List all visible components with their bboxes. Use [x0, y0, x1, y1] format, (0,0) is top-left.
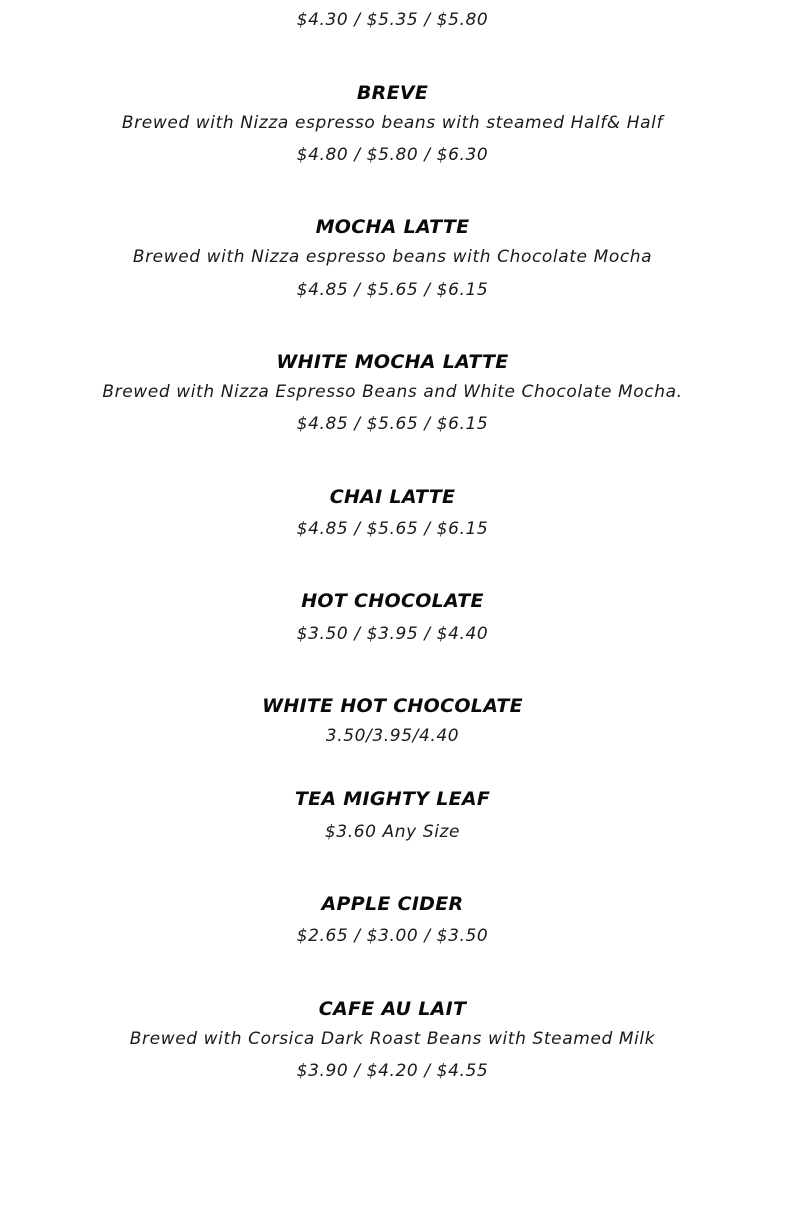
item-price-mocha-latte: $4.85 / $5.65 / $6.15 — [296, 280, 489, 300]
item-price-breve: $4.80 / $5.80 / $6.30 — [296, 145, 489, 165]
top-price: $4.30 / $5.35 / $5.80 — [296, 10, 489, 30]
item-description-white-mocha-latte: Brewed with Nizza Espresso Beans and White Chocolate Mocha. — [102, 382, 683, 402]
item-description-cafe-au-lait: Brewed with Corsica Dark Roast Beans with Steamed Milk — [129, 1029, 656, 1049]
item-price-chai-latte: $4.85 / $5.65 / $6.15 — [296, 519, 489, 539]
item-price-apple-cider: $2.65 / $3.00 / $3.50 — [296, 926, 489, 946]
item-description-mocha-latte: Brewed with Nizza espresso beans with Chocolate Mocha — [132, 247, 653, 267]
item-price-hot-chocolate: $3.50 / $3.95 / $4.40 — [296, 624, 489, 644]
item-price-cafe-au-lait: $3.90 / $4.20 / $4.55 — [296, 1061, 489, 1081]
item-name-mocha-latte: MOCHA LATTE — [315, 216, 470, 238]
item-name-tea-mighty-leaf: TEA MIGHTY LEAF — [294, 788, 491, 810]
item-name-breve: BREVE — [356, 82, 429, 104]
item-price-white-mocha-latte: $4.85 / $5.65 / $6.15 — [296, 414, 489, 434]
item-name-apple-cider: APPLE CIDER — [321, 893, 464, 915]
item-price-tea-mighty-leaf: $3.60 Any Size — [324, 822, 461, 842]
item-name-white-mocha-latte: WHITE MOCHA LATTE — [276, 351, 509, 373]
item-name-chai-latte: CHAI LATTE — [329, 486, 456, 508]
item-description-breve: Brewed with Nizza espresso beans with steamed Half& Half — [121, 113, 664, 133]
item-price-white-hot-chocolate: 3.50/3.95/4.40 — [325, 726, 460, 746]
item-name-white-hot-chocolate: WHITE HOT CHOCOLATE — [262, 695, 523, 717]
item-name-cafe-au-lait: CAFE AU LAIT — [318, 998, 467, 1020]
item-name-hot-chocolate: HOT CHOCOLATE — [301, 590, 484, 612]
